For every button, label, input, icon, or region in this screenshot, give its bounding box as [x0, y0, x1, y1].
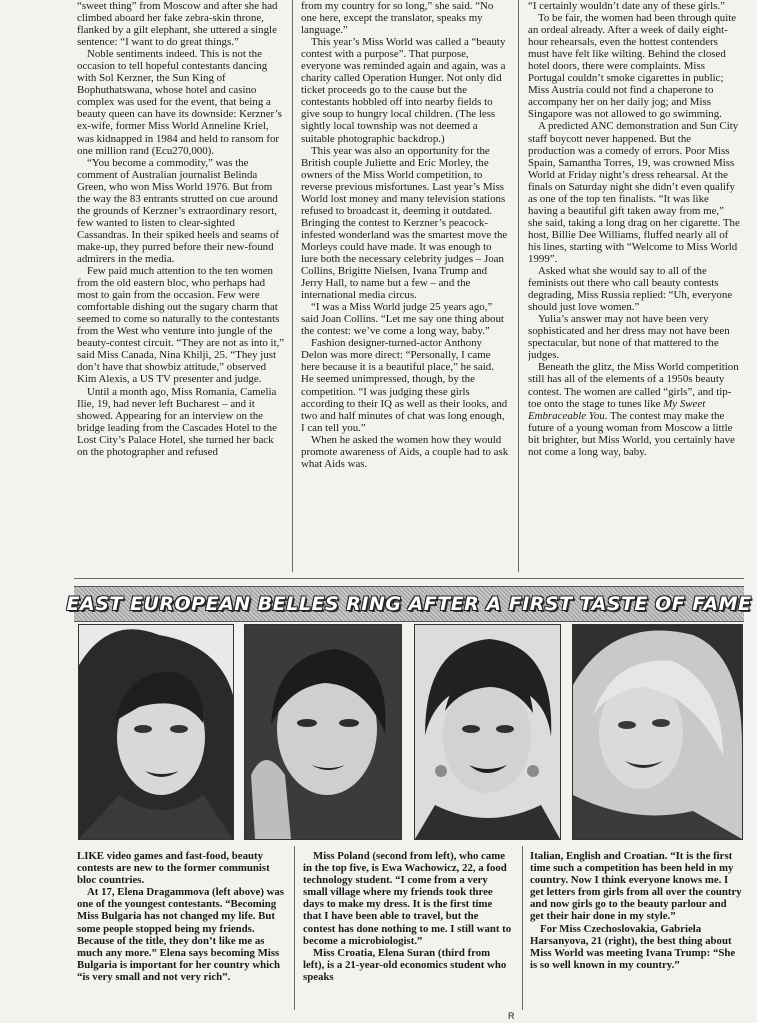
caption-paragraph: Italian, English and Croatian. “It is the first time such a competition has been held in my country. Now I think everyone knows me. I get letters from girls from all over the country and now girls go to the beauty parlour and get their hair done in my style.”	[530, 850, 742, 923]
paragraph: Yulia’s answer may not have been very sophisticated and her dress may not have been spectacular, but none of that mattered to the judges.	[528, 313, 730, 362]
caption-column-3	[530, 850, 742, 1010]
paragraph: Asked what she would say to all of the feminists out there who call beauty contests degrading, Miss Russia replied: “Uh, everyone should just love women.”	[528, 265, 733, 314]
caption-paragraph: Miss Poland (second from left), who came in the top five, is Ewa Wachowicz, 22, a food technology student. “I come from a very small village where my friends took three days to make my dress. It is the first time that I have been able to travel, but the contest has done nothing to me. I still want to become a microbiologist.”	[303, 850, 512, 947]
column-divider	[292, 0, 293, 572]
paragraph: “You become a commodity,” was the comment of Australian journalist Belinda Green, who won Miss World 1976. But from the way the 83 entrants strutted on cue around the grounds of Kerzner’s extraordinary resort, few wanted to listen to clear-sighted Cassandras. In their spiked heels and seams of make-up, they purred before their new-found admirers in the media.	[77, 156, 280, 265]
article-column-3	[528, 0, 740, 568]
text-run: Beneath the glitz, the Miss World competition still has all of the elements of a 1950s beauty contest. The women are called “girls”, and tip-toe onto the stage to tunes like	[528, 361, 739, 410]
paragraph	[528, 361, 740, 457]
text-run: . The contest may make the future of a young woman from Moscow a little bit brighter, but Miss World, you certainly have not come a long way, baby.	[528, 409, 735, 458]
portrait-image	[573, 625, 742, 839]
column-divider	[294, 846, 295, 1010]
headline: EAST EUROPEAN BELLES RING AFTER A FIRST TASTE OF FAME	[66, 593, 752, 615]
page-folio: R	[508, 1011, 515, 1021]
paragraph: Until a month ago, Miss Romania, Camelia Ilie, 19, had never left Bucharest – and it showed. Appearing for an interview on the bridge leading from the Cascades Hotel to the Lost City’s Palace Hotel, she turned her back on the photographer and refused	[77, 385, 277, 458]
caption-column-1	[77, 850, 287, 1010]
paragraph: Noble sentiments indeed. This is not the occasion to tell hopeful contestants dancing with Sol Kerzner, the Sun King of Bophuthatswana, whose hotel and casino complex was used for the event, that being a beauty queen can have its downside: Kerzner’s ex-wife, former Miss World Anneline Kriel, was kidnapped in 1984 and held to ransom for one million rand (Ecu270,000).	[77, 48, 282, 157]
photo-contestant-1	[78, 624, 234, 840]
photo-contestant-3	[414, 624, 561, 840]
paragraph: “sweet thing” from Moscow and after she had climbed aboard her fake zebra-skin throne, flanked by a gilt elephant, she uttered a single sentence: “I want to do great things.”	[77, 0, 278, 49]
paragraph: Fashion designer-turned-actor Anthony Delon was more direct: “Personally, I came here because it is a beautiful place,” he said. He seemed unimpressed, though, by the competition. “I was judging these girls according to their IQ as well as their looks, and two and half minutes of chat was long enough, I can tell you.”	[301, 337, 508, 434]
paragraph: This year’s Miss World was called a “beauty contest with a purpose”. That purpose, everyone was reminded again and again, was a charity called Operation Hunger. Not only did ticket proceeds go to the cause but the contestants hobbled off into nearby fields to give soup to hungry local children. (The less sightly local township was not deemed a suitable photographic backdrop.)	[301, 36, 506, 145]
portrait-image	[245, 625, 401, 839]
article-column-1	[77, 0, 285, 568]
paragraph: from my country for so long,” she said. “No one here, except the translator, speaks my language.”	[301, 0, 494, 37]
paragraph: A predicted ANC demonstration and Sun City staff boycott never happened. But the production was a comedy of errors. Poor Miss Spain, Samantha Torres, 19, was crowned Miss World at Friday night’s dress rehearsal. At the finals on Saturday night she didn’t even qualify as one of the top ten finalists. “It was like having a beautiful gift taken away from me,” she said, taking a long drag on her cigarette. The host, Billie Dee Williams, fluffed nearly all of his lines, starting with “Welcome to Miss World 1999”.	[528, 120, 740, 265]
caption-paragraph: LIKE video games and fast-food, beauty contests are new to the former communist bloc countries.	[77, 850, 270, 887]
portrait-image	[415, 625, 560, 839]
caption-paragraph: Miss Croatia, Elena Suran (third from left), is a 21-year-old economics student who speaks	[303, 946, 507, 983]
caption-paragraph: For Miss Czechoslovakia, Gabriela Harsanyova, 21 (right), the best thing about Miss World was meeting Ivana Trump: “She is so well known in my country.”	[530, 922, 736, 971]
column-divider	[518, 0, 519, 572]
paragraph: This year was also an opportunity for the British couple Juliette and Eric Morley, the owners of the Miss World competition, to reverse previous misfortunes. Last year’s Miss World lost money and many television stations refused to broadcast it, deeming it outdated. Bringing the contest to Kerzner’s peacock-infested wonderland was the smartest move the Morleys could have made. It was enough to lure both the necessary celebrity judges – Joan Collins, Brigitte Nielsen, Ivana Trump and Jerry Hall, to name but a few – and the international media circus.	[301, 144, 508, 302]
column-divider	[522, 846, 523, 1010]
paragraph: To be fair, the women had been through quite an ordeal already. After a week of daily eight-hour rehearsals, even the hottest contenders must have felt like wilting. Behind the closed hotel doors, there were complaints. Miss Portugal couldn’t smoke cigarettes in public; Miss Austria could not find a chaperone to accompany her on her daily jog; and Miss Singapore was not allowed to go swimming.	[528, 12, 737, 121]
paragraph: “I certainly wouldn’t date any of these girls.”	[528, 0, 725, 12]
photo-contestant-4	[572, 624, 743, 840]
caption-paragraph: At 17, Elena Dragammova (left above) was one of the youngest contestants. “Becoming Miss Bulgaria has not changed my life. But some people stopped being my friends. Because of the title, they don’t like me as much any more.” Elena says becoming Miss Bulgaria is important for her country which “is very small and not very rich”.	[77, 886, 285, 983]
article-column-2	[301, 0, 509, 568]
portrait-image	[79, 625, 233, 839]
paragraph: “I was a Miss World judge 25 years ago,” said Joan Collins. “Let me say one thing about the contest: we’ve come a long way, baby.”	[301, 301, 504, 338]
caption-column-2	[303, 850, 513, 1010]
section-rule	[74, 578, 744, 579]
photo-contestant-2	[244, 624, 402, 840]
paragraph: Few paid much attention to the ten women from the old eastern bloc, who perhaps had most to gain from the occasion. Few were comfortable dishing out the sugary charm that seemed to come so naturally to the contestants from the West who venture into jungle of the beauty-contest circuit. “They are not as into it,” said Miss Canada, Nina Khilji, 25. “They just don’t have that showbiz attitude,” observed Kim Alexis, a US TV presenter and judge.	[77, 265, 285, 386]
paragraph: When he asked the women how they would promote awareness of Aids, a couple had to ask what Aids was.	[301, 433, 509, 470]
song-title: My Sweet Embraceable You	[528, 397, 706, 422]
headline-banner	[66, 586, 752, 622]
